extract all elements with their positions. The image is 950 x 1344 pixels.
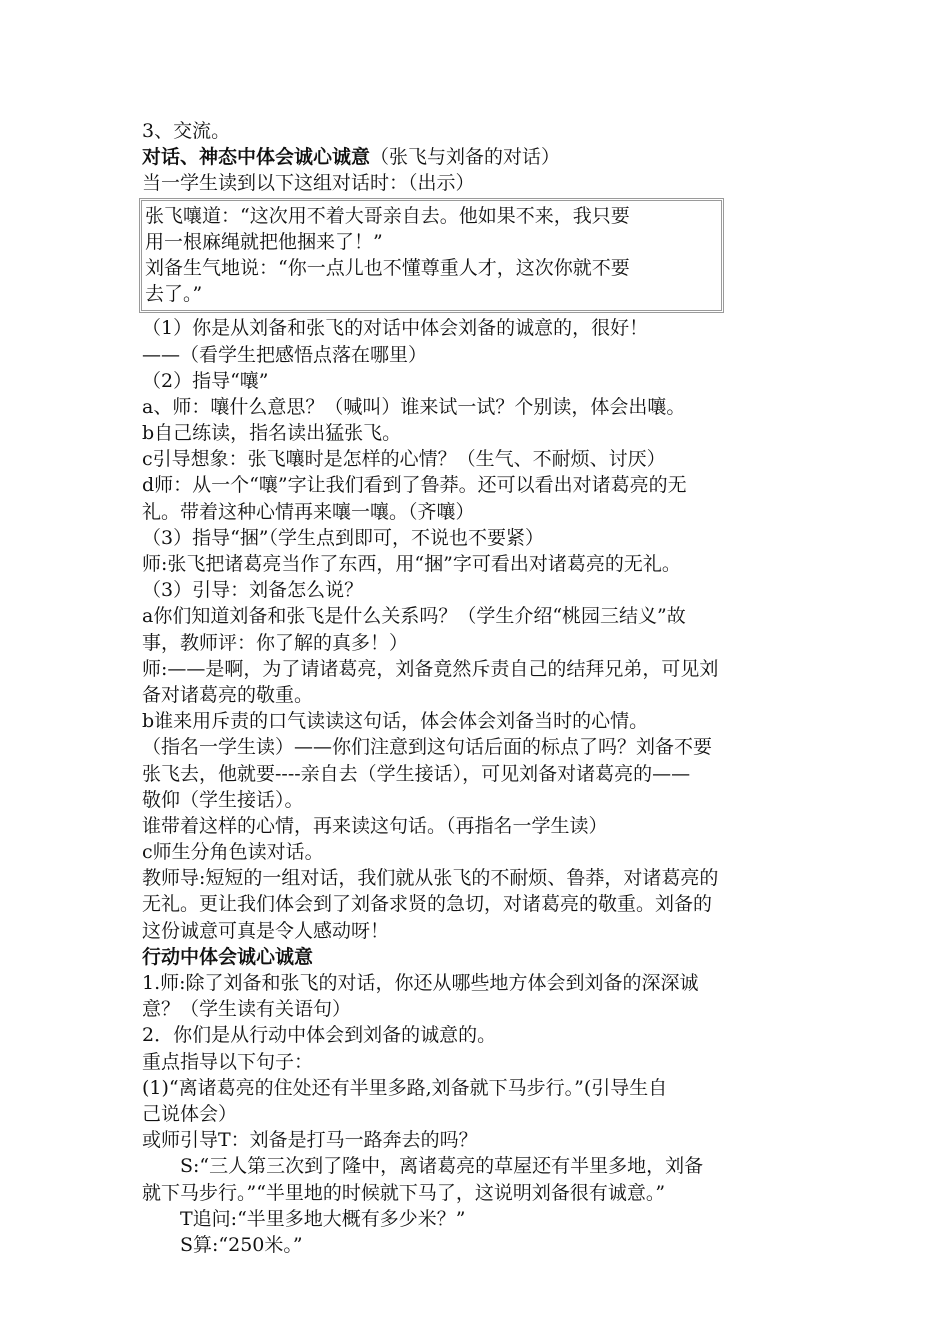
paragraph-line: （1）你是从刘备和张飞的对话中体会刘备的诚意的，很好！ bbox=[142, 317, 649, 340]
quote-line: 去了。” bbox=[145, 283, 203, 306]
section-heading: 行动中体会诚心诚意 bbox=[142, 945, 314, 968]
paragraph-line: 备对诸葛亮的敬重。 bbox=[142, 683, 314, 706]
paragraph-line: 己说体会） bbox=[142, 1102, 238, 1125]
heading-suffix: （张飞与刘备的对话） bbox=[370, 146, 561, 169]
quote-line: 刘备生气地说：“你一点儿也不懂尊重人才，这次你就不要 bbox=[145, 256, 630, 279]
paragraph-line: 当一学生读到以下这组对话时：（出示） bbox=[142, 172, 475, 195]
paragraph-line: a、师：嚷什么意思？（喊叫）谁来试一试？个别读，体会出嚷。 bbox=[142, 395, 686, 418]
paragraph-line: d师：从一个“嚷”字让我们看到了鲁莽。还可以看出对诸葛亮的无 bbox=[142, 474, 687, 497]
heading-text: 对话、神态中体会诚心诚意 bbox=[142, 146, 371, 169]
paragraph-line: 师:张飞把诸葛亮当作了东西，用“捆”字可看出对诸葛亮的无礼。 bbox=[142, 553, 681, 575]
paragraph-line: S:“三人第三次到了隆中，离诸葛亮的草屋还有半里多地，刘备 bbox=[180, 1155, 704, 1178]
paragraph-line: （指名一学生读）——你们注意到这句话后面的标点了吗？刘备不要 bbox=[142, 736, 713, 759]
document-body bbox=[142, 118, 812, 1258]
paragraph-line: T追问:“半里多地大概有多少米？” bbox=[180, 1207, 466, 1230]
paragraph-line: S算:“250米。” bbox=[180, 1233, 303, 1256]
paragraph-line: 谁带着这样的心情，再来读这句话。（再指名一学生读） bbox=[142, 814, 608, 837]
paragraph-line: 这份诚意可真是令人感动呀！ bbox=[142, 919, 390, 942]
dialogue-quote-box bbox=[139, 198, 724, 314]
paragraph-line: 或师引导T：刘备是打马一路奔去的吗？ bbox=[142, 1129, 478, 1152]
paragraph-line: 3、交流。 bbox=[142, 120, 231, 142]
section-heading bbox=[142, 144, 812, 170]
lesson-steps bbox=[142, 315, 812, 1258]
quote-line: 张飞嚷道：“这次用不着大哥亲自去。他如果不来，我只要 bbox=[145, 204, 630, 227]
paragraph-line: c引导想象：张飞嚷时是怎样的心情？（生气、不耐烦、讨厌） bbox=[142, 448, 666, 471]
paragraph-line: (1)“离诸葛亮的住处还有半里多路,刘备就下马步行。”(引导生自 bbox=[142, 1076, 668, 1099]
paragraph-line: 教师导:短短的一组对话，我们就从张飞的不耐烦、鲁莽，对诸葛亮的 bbox=[142, 867, 719, 890]
paragraph-line: 就下马步行。”“半里地的时候就下马了，这说明刘备很有诚意。” bbox=[142, 1181, 666, 1204]
paragraph-line: （3）指导“捆”（学生点到即可，不说也不要紧） bbox=[142, 526, 545, 549]
paragraph-line: 事，教师评：你了解的真多！） bbox=[142, 631, 409, 654]
paragraph-line: （3）引导：刘备怎么说？ bbox=[142, 579, 364, 602]
paragraph-line: a你们知道刘备和张飞是什么关系吗？（学生介绍“桃园三结义”故 bbox=[142, 605, 686, 628]
paragraph-line: 师:——是啊，为了请诸葛亮，刘备竟然斥责自己的结拜兄弟，可见刘 bbox=[142, 657, 719, 680]
paragraph-line: 1.师:除了刘备和张飞的对话，你还从哪些地方体会到刘备的深深诚 bbox=[142, 972, 699, 994]
paragraph-line: 重点指导以下句子： bbox=[142, 1050, 314, 1073]
paragraph-line: （2）指导“嚷” bbox=[142, 369, 269, 392]
paragraph-line: 礼。带着这种心情再来嚷一嚷。（齐嚷） bbox=[142, 500, 475, 523]
paragraph-line: b谁来用斥责的口气读读这句话，体会体会刘备当时的心情。 bbox=[142, 710, 649, 733]
paragraph-line: 2．你们是从行动中体会到刘备的诚意的。 bbox=[142, 1024, 497, 1047]
paragraph-line: 敬仰（学生接话）。 bbox=[142, 788, 304, 811]
paragraph-line: b自己练读，指名读出猛张飞。 bbox=[142, 422, 402, 445]
paragraph-line: 意？（学生读有关语句） bbox=[142, 998, 352, 1021]
paragraph-line: 无礼。更让我们体会到了刘备求贤的急切，对诸葛亮的敬重。刘备的 bbox=[142, 893, 713, 916]
paragraph-line: ——（看学生把感悟点落在哪里） bbox=[142, 343, 428, 366]
paragraph-line: 张飞去，他就要----亲自去（学生接话），可见刘备对诸葛亮的—— bbox=[142, 762, 691, 785]
paragraph-line: c师生分角色读对话。 bbox=[142, 841, 324, 864]
quote-line: 用一根麻绳就把他捆来了！” bbox=[145, 230, 383, 253]
